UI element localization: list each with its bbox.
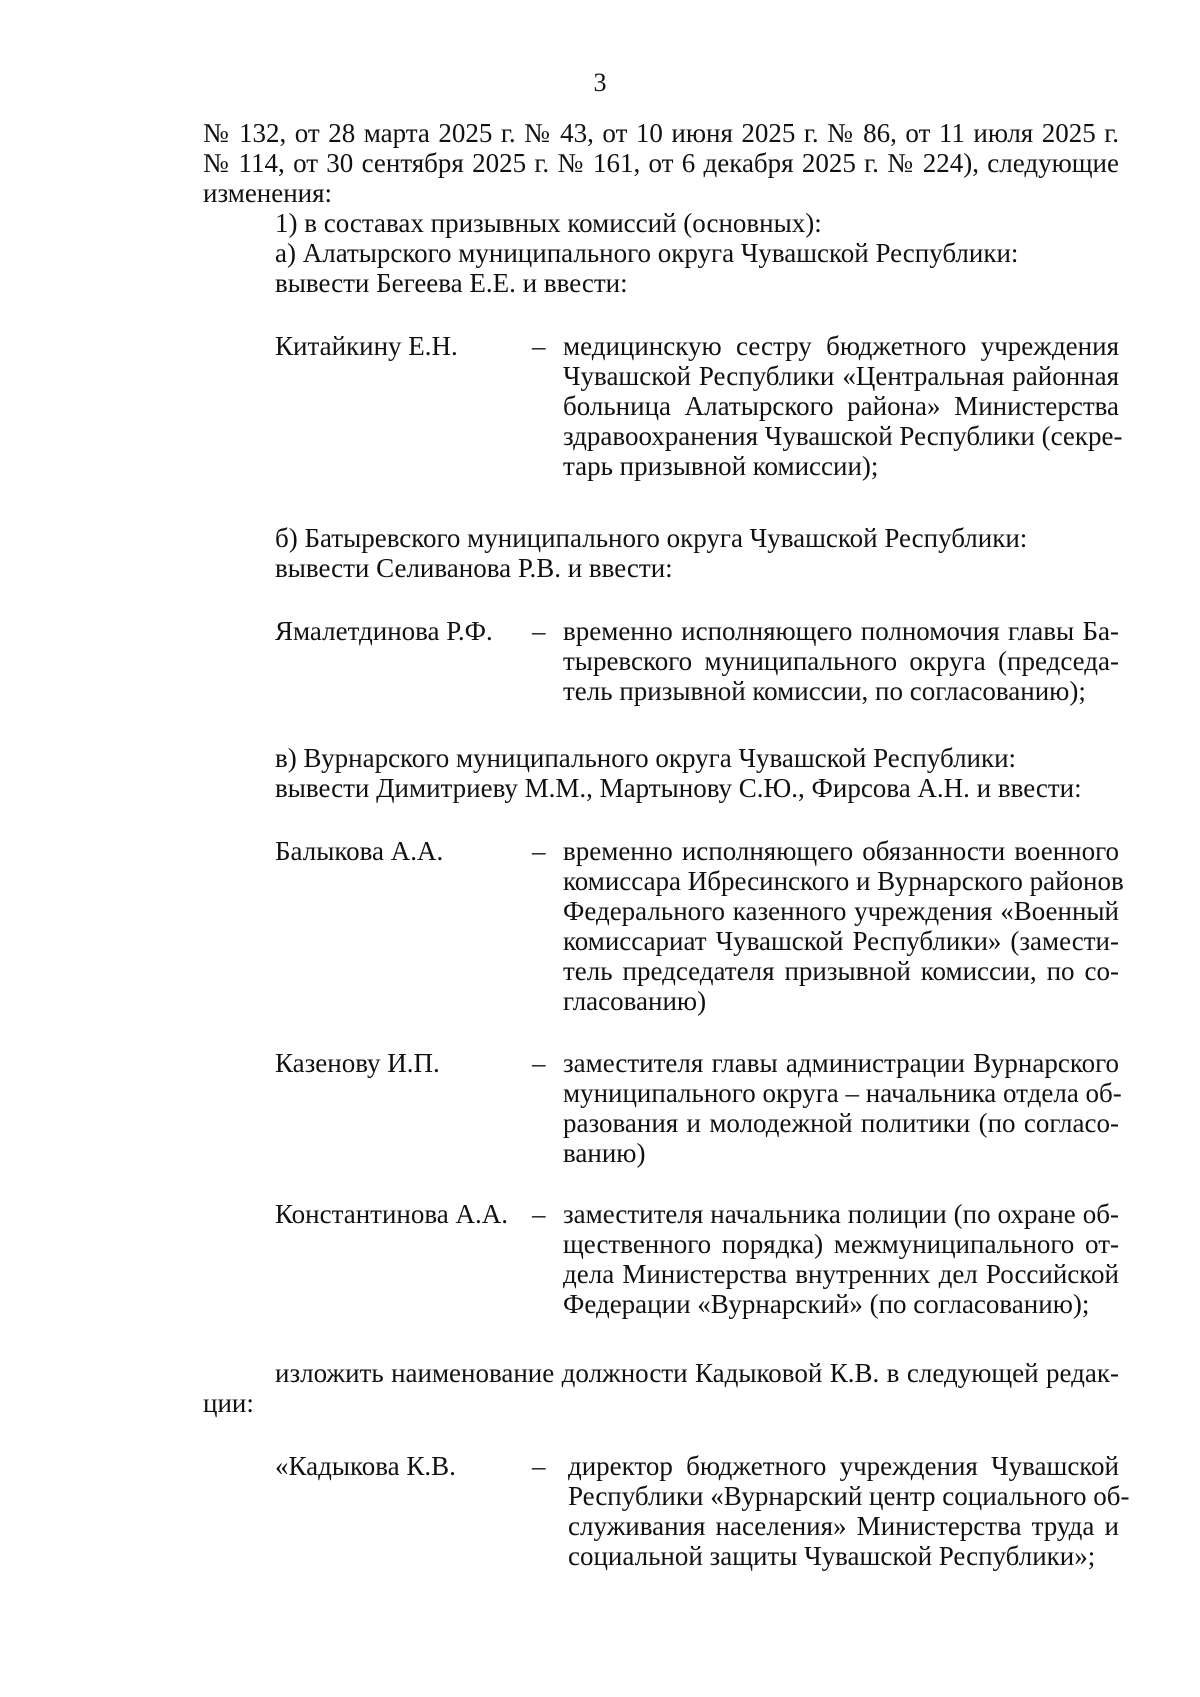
description-line: тель призывной комиссии, по согласованию); [563, 676, 1086, 706]
member-name: Константинова А.А. [275, 1199, 508, 1229]
description-line: Федерального казенного учреждения «Военный [563, 896, 1119, 926]
description-line: тыревского муниципального округа (председа- [563, 646, 1119, 676]
description-line: дела Министерства внутренних дел Российской [563, 1259, 1119, 1289]
item-1-heading: 1) в составах призывных комиссий (основных): [275, 208, 822, 238]
member-dash: – [532, 836, 546, 866]
page-number: 3 [593, 68, 607, 97]
description-line: здравоохранения Чувашской Республики (секре- [563, 421, 1123, 451]
section-v-action: вывести Димитриеву М.М., Мартынову С.Ю., Фирсова А.Н. и ввести: [275, 773, 1082, 803]
description-line: Федерации «Вурнарский» (по согласованию); [563, 1289, 1090, 1319]
description-line: тарь призывной комиссии); [563, 451, 879, 481]
member-description [568, 1451, 1130, 1571]
section-a-heading: а) Алатырского муниципального округа Чувашской Республики: [275, 238, 1019, 268]
description-line: гласованию) [563, 986, 707, 1016]
member-name: Казенову И.П. [275, 1048, 440, 1078]
description-line: служивания населения» Министерства труда и [568, 1511, 1119, 1541]
section-a-action: вывести Бегеева Е.Е. и ввести: [275, 268, 628, 298]
description-line: комиссариат Чувашской Республики» (замести- [563, 926, 1119, 956]
description-line: щественного порядка) межмуниципального от- [563, 1229, 1119, 1259]
member-dash: – [532, 1451, 546, 1481]
description-line: временно исполняющего полномочия главы Ба- [563, 616, 1119, 646]
member-name: Китайкину Е.Н. [275, 331, 458, 361]
section-b-action: вывести Селиванова Р.В. и ввести: [275, 553, 673, 583]
member-description [563, 1199, 1119, 1319]
member-description [563, 1048, 1122, 1168]
member-name: Балыкова А.А. [275, 836, 444, 866]
description-line: комиссара Ибресинского и Вурнарского районов [563, 866, 1124, 896]
description-line: директор бюджетного учреждения Чувашской [568, 1451, 1119, 1481]
description-line: больница Алатырского района» Министерства [563, 391, 1119, 421]
member-description [563, 616, 1119, 706]
intro-line-3: изменения: [203, 178, 333, 208]
restate-line-2: ции: [203, 1388, 254, 1418]
description-line: заместителя главы администрации Вурнарского [563, 1048, 1119, 1078]
member-dash: – [532, 1199, 546, 1229]
description-line: муниципального округа – начальника отдела об- [563, 1078, 1122, 1108]
section-b-heading: б) Батыревского муниципального округа Чувашской Республики: [275, 523, 1028, 553]
description-line: социальной защиты Чувашской Республики»; [568, 1541, 1096, 1571]
section-v-heading: в) Вурнарского муниципального округа Чувашской Республики: [275, 743, 1017, 773]
member-description [563, 836, 1124, 1016]
member-dash: – [532, 616, 546, 646]
restate-line-1: изложить наименование должности Кадыковой К.В. в следующей редак- [275, 1358, 1119, 1388]
member-dash: – [532, 331, 546, 361]
description-line: ванию) [563, 1138, 646, 1168]
member-name: «Кадыкова К.В. [275, 1451, 456, 1481]
description-line: заместителя начальника полиции (по охране об- [563, 1199, 1119, 1229]
member-name: Ямалетдинова Р.Ф. [275, 616, 493, 646]
member-dash: – [532, 1048, 546, 1078]
description-line: Чувашской Республики «Центральная районная [563, 361, 1119, 391]
intro-line-1: № 132, от 28 марта 2025 г. № 43, от 10 июня 2025 г. № 86, от 11 июля 2025 г. [203, 118, 1119, 148]
description-line: разования и молодежной политики (по согласо- [563, 1108, 1119, 1138]
intro-line-2: № 114, от 30 сентября 2025 г. № 161, от 6 декабря 2025 г. № 224), следующие [203, 148, 1119, 178]
member-description [563, 331, 1123, 481]
description-line: медицинскую сестру бюджетного учреждения [563, 331, 1119, 361]
description-line: Республики «Вурнарский центр социального об- [568, 1481, 1130, 1511]
description-line: тель председателя призывной комиссии, по со- [563, 956, 1119, 986]
description-line: временно исполняющего обязанности военного [563, 836, 1119, 866]
